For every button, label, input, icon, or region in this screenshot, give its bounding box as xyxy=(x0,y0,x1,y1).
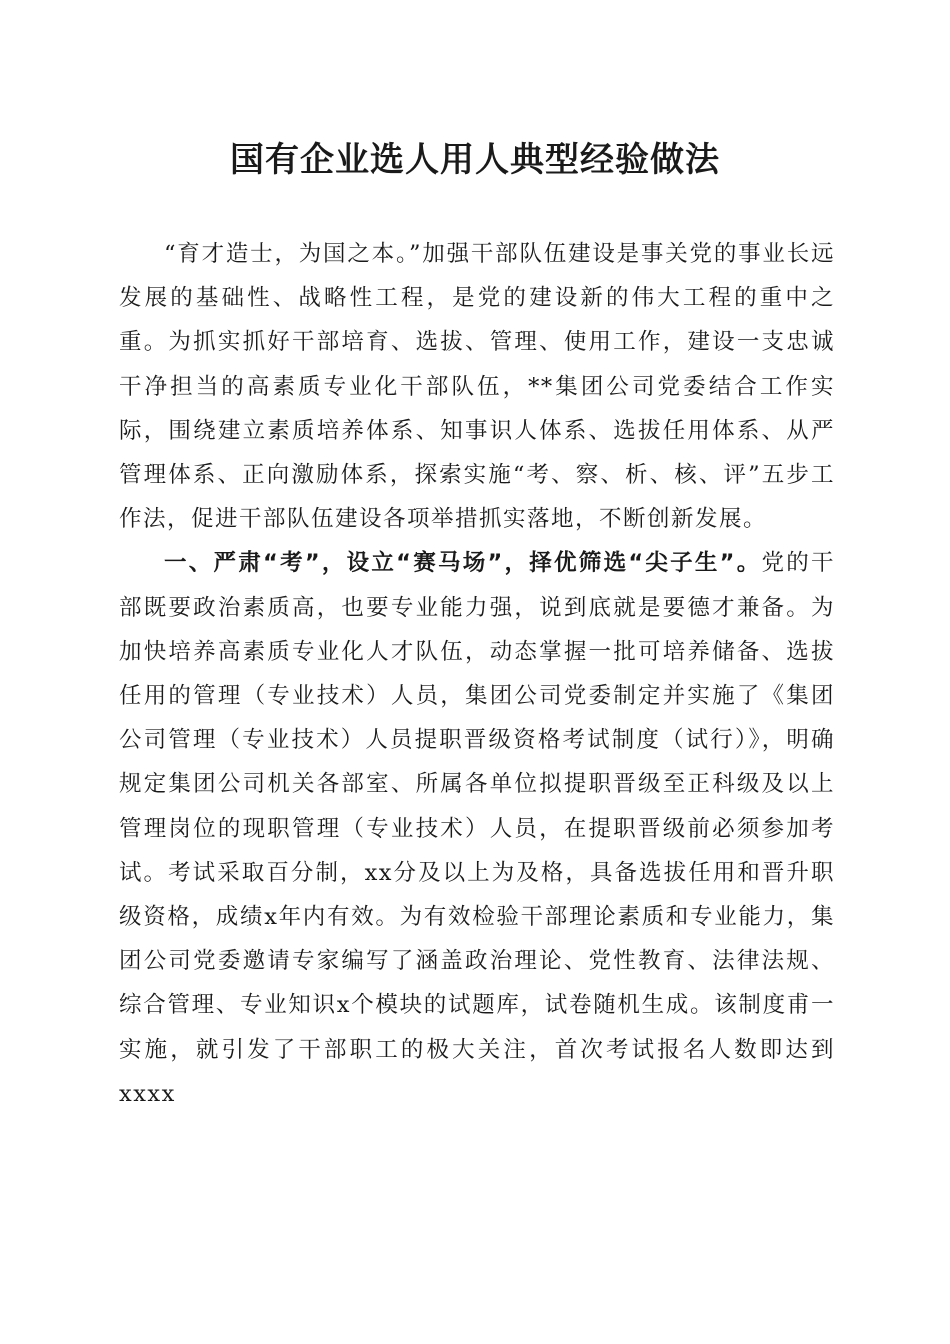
intro-paragraph: “育才造士，为国之本。”加强干部队伍建设是事关党的事业长远发展的基础性、战略性工程，是党的建设新的伟大工程的重中之重。为抓实抓好干部培育、选拔、管理、使用工作，建设一支忠诚干净担当的高素质专业化干部队伍，**集团公司党委结合工作实际，围绕建立素质培养体系、知事识人体系、选拔任用体系、从严管理体系、正向激励体系，探索实施“考、察、析、核、评”五步工作法，促进干部队伍建设各项举措抓实落地，不断创新发展。 xyxy=(119,241,835,533)
document-title: 国有企业选人用人典型经验做法 xyxy=(230,140,720,180)
document-body xyxy=(119,232,835,1116)
section-1-paragraph xyxy=(119,541,835,1116)
section-1-heading: 一、严肃“考”，设立“赛马场”，择优筛选“尖子生”。 xyxy=(164,550,762,577)
section-1-body: 党的干部既要政治素质高，也要专业能力强，说到底就是要德才兼备。为加快培养高素质专业化人才队伍，动态掌握一批可培养储备、选拔任用的管理（专业技术）人员，集团公司党委制定并实施了《集团公司管理（专业技术）人员提职晋级资格考试制度（试行）》，明确规定集团公司机关各部室、所属各单位拟提职晋级至正科级及以上管理岗位的现职管理（专业技术）人员，在提职晋级前必须参加考试。考试采取百分制，xx分及以上为及格，具备选拔任用和晋升职级资格，成绩x年内有效。为有效检验干部理论素质和专业能力，集团公司党委邀请专家编写了涵盖政治理论、党性教育、法律法规、综合管理、专业知识x个模块的试题库，试卷随机生成。该制度甫一实施，就引发了干部职工的极大关注，首次考试报名人数即达到xxxx xyxy=(119,550,835,1107)
